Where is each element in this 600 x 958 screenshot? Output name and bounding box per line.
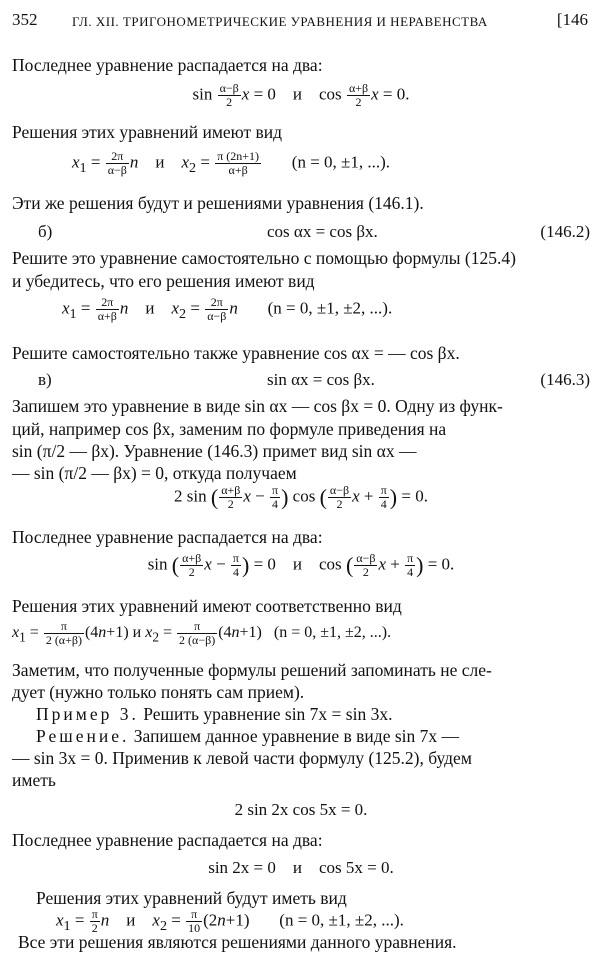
- index-range: (n = 0, ±1, ...).: [291, 152, 391, 172]
- example-text: Решить уравнение sin 7x = sin 3x.: [143, 704, 393, 724]
- index-range: (n = 0, ±1, ±2, ...).: [273, 624, 392, 642]
- equation-number: (146.2): [540, 222, 590, 241]
- equation: cos αx = cos βx.: [267, 222, 378, 241]
- conjunction: и: [126, 910, 136, 930]
- text-line: Решения этих уравнений будут иметь вид: [36, 888, 347, 908]
- conjunction: и: [292, 554, 303, 574]
- example-heading: [36, 704, 590, 725]
- solution-label: Решение.: [36, 726, 130, 746]
- equation: sin 2x = 0: [208, 858, 276, 877]
- example-label: Пример 3.: [36, 704, 139, 724]
- formula-line: $x_1$ = $\frac{2\pi}{\alpha+\beta}$ n и $x_2$ = $\frac{2\pi}{\alpha-\beta}$ n (n = 0, ±1, ±2, ...).: [62, 295, 393, 323]
- chapter-title: ГЛ. XII. ТРИГОНОМЕТРИЧЕСКИЕ УРАВНЕНИЯ И НЕРАВЕНСТВА: [72, 14, 488, 29]
- text-line: Последнее уравнение распадается на два:: [12, 55, 323, 75]
- conjunction: и: [145, 298, 155, 318]
- text-line: Заметим, что полученные формулы решений запоминать не сле-: [12, 660, 492, 680]
- conjunction: и: [132, 624, 142, 642]
- conjunction: и: [292, 84, 303, 104]
- text-line: — sin (π/2 — βx) = 0, откуда получаем: [12, 463, 297, 483]
- index-range: (n = 0, ±1, ±2, ...).: [267, 298, 393, 318]
- equation: cos 5x = 0.: [319, 858, 394, 877]
- text-line: Все эти решения являются решениями данного уравнения.: [18, 932, 457, 952]
- equation: sin αx = cos βx.: [267, 370, 375, 389]
- text-line: дует (нужно только понять сам прием).: [12, 682, 305, 702]
- formula-line: $x_1$ = $\frac{\pi}{2 (\alpha+\beta)}$ (4n+1) и $x_2$ = $\frac{\pi}{2 (\alpha-\beta)}$ (4n+1) (n = 0, ±1, ±2, ...).: [12, 619, 392, 647]
- case-label: в): [38, 370, 52, 389]
- formula-line: [12, 858, 590, 878]
- text-line: Решите самостоятельно также уравнение cos αx = — cos βx.: [12, 343, 460, 363]
- text-line: Запишем это уравнение в виде sin αx — cos βx = 0. Одну из функ-: [12, 396, 503, 416]
- case-label: б): [38, 222, 53, 241]
- solution-text: Запишем данное уравнение в виде sin 7x —: [133, 726, 460, 746]
- conjunction: и: [155, 152, 165, 172]
- section-marker: [146: [556, 10, 588, 29]
- text-line: ций, например cos βx, заменим по формуле приведения на: [12, 419, 447, 439]
- text-line: Эти же решения будут и решениями уравнения (146.1).: [12, 193, 424, 213]
- text-line: Решения этих уравнений имеют вид: [12, 122, 283, 142]
- formula-line: 2 sin ( $\frac{\alpha+\beta}{2}$ x − $\frac{\pi}{4}$ ) cos ( $\frac{\alpha-\beta}{2}$ x + $\frac{\pi}{4}$ ) = 0.: [174, 483, 428, 511]
- conjunction: и: [292, 858, 303, 877]
- equation-number: (146.3): [540, 370, 590, 389]
- page-number: 352: [12, 10, 38, 29]
- formula-line: sin $\frac{\alpha-\beta}{2}$ x = 0 и cos $\frac{\alpha+\beta}{2}$ x = 0.: [192, 81, 410, 109]
- formula-line: $x_1$ = $\frac{\pi}{2}$ n и $x_2$ = $\frac{\pi}{10}$ (2n+1) (n = 0, ±1, ±2, ...).: [56, 907, 404, 935]
- text-line: — sin 3x = 0. Применив к левой части формулу (125.2), будем: [12, 748, 472, 768]
- text-line: Решите это уравнение самостоятельно с помощью формулы (125.4): [12, 248, 516, 268]
- formula-line: $x_1$ = $\frac{2\pi}{\alpha-\beta}$ n и $x_2$ = $\frac{\pi (2n+1)}{\alpha+\beta}$ (n = 0, ±1, ...).: [72, 149, 391, 177]
- index-range: (n = 0, ±1, ±2, ...).: [279, 910, 404, 930]
- text-line: Последнее уравнение распадается на два:: [12, 527, 323, 547]
- solution-line: [36, 726, 590, 747]
- text-line: иметь: [12, 770, 56, 790]
- text-line: sin (π/2 — βx). Уравнение (146.3) примет вид sin αx —: [12, 441, 417, 461]
- text-line: Последнее уравнение распадается на два:: [12, 830, 323, 850]
- formula-line: 2 sin 2x cos 5x = 0.: [234, 800, 368, 819]
- formula-line: sin ( $\frac{\alpha+\beta}{2}$ x − $\frac{\pi}{4}$ ) = 0 и cos ( $\frac{\alpha-\beta}{2}$ x + $\frac{\pi}{4}$ ) = 0.: [147, 551, 455, 579]
- text-line: и убедитесь, что его решения имеют вид: [12, 271, 315, 291]
- text-line: Решения этих уравнений имеют соответственно вид: [12, 596, 402, 616]
